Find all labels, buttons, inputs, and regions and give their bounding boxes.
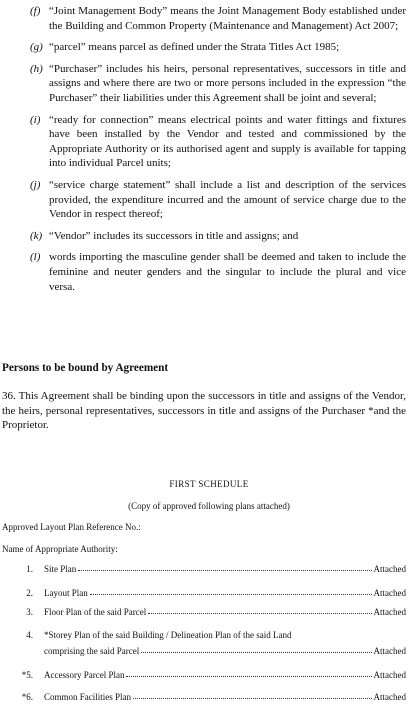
plan-number: 1.: [26, 564, 33, 574]
clause-36-paragraph: 36. This Agreement shall be binding upon the successors in title and assigns of the Vendor, the heirs, personal representatives, successors in title and assigns of the Purchaser *and the Proprietor.: [2, 390, 406, 432]
plan-label: Site Plan: [44, 564, 77, 574]
plan-label: Layout Plan: [44, 588, 88, 598]
plan-label: *Storey Plan of the said Building / Delineation Plan of the said Land: [44, 630, 292, 640]
dotted-leader: [90, 587, 372, 595]
definition-item: [0, 178, 418, 222]
definition-text: “Purchaser” includes his heirs, personal representatives, successors in title and assigns and where there are two or more persons included in the expression “the Purchaser” their liabilities under this Agreement shall be joint and several;: [49, 62, 406, 104]
dotted-leader: [78, 563, 371, 571]
definition-text: “parcel” means parcel as defined under the Strata Titles Act 1985;: [49, 41, 340, 54]
plan-status: Attached: [373, 692, 406, 702]
definition-mark: (g): [30, 41, 43, 54]
plan-status: Attached: [373, 607, 406, 617]
plan-number: *5.: [21, 670, 33, 680]
plan-status: Attached: [373, 588, 406, 598]
plan-status: Attached: [373, 564, 406, 574]
definition-text: “Joint Management Body” means the Joint Management Body established under the Building and Common Property (Maintenance and Management) Act 2007;: [49, 5, 406, 32]
plan-status: Attached: [373, 670, 406, 680]
appropriate-authority-label: Name of Appropriate Authority:: [2, 544, 118, 554]
definitions-list: [0, 4, 418, 301]
plan-number: 3.: [26, 607, 33, 617]
definition-mark: (h): [30, 62, 43, 75]
definition-text: “service charge statement” shall include a list and description of the services provided, the expenditure incurred and the amount of service charge due to the Vendor in respect thereof;: [49, 178, 406, 221]
plan-number: 2.: [26, 588, 33, 598]
plan-label: Common Facilities Plan: [44, 692, 131, 702]
plan-status: Attached: [373, 646, 406, 656]
definition-mark: (k): [30, 229, 43, 242]
schedule-subtitle: (Copy of approved following plans attached): [128, 501, 290, 511]
plan-label-continued: comprising the said Parcel: [44, 646, 140, 656]
definition-item: [0, 40, 418, 55]
definition-item: [0, 4, 418, 33]
plan-label: Accessory Parcel Plan: [44, 670, 125, 680]
definition-text: words importing the masculine gender shall be deemed and taken to include the feminine and neuter genders and the singular to include the plural and vice versa.: [49, 251, 406, 293]
definition-item: [0, 113, 418, 171]
definition-text: “ready for connection” means electrical points and water fittings and fixtures have been installed by the Vendor and tested and commissioned by the Appropriate Authority or its authorised agent and supply is available for tapping into individual Parcel units;: [49, 113, 406, 170]
dotted-leader: [141, 645, 371, 653]
section-heading: Persons to be bound by Agreement: [2, 362, 169, 374]
definition-mark: (l): [30, 251, 41, 264]
dotted-leader: [148, 606, 371, 614]
definition-text: “Vendor” includes its successors in title and assigns; and: [49, 229, 299, 242]
dotted-leader: [126, 669, 371, 677]
plan-number: 4.: [26, 630, 33, 640]
layout-reference-label: Approved Layout Plan Reference No.:: [2, 522, 141, 532]
definition-item: [0, 250, 418, 294]
plan-label: Floor Plan of the said Parcel: [44, 607, 147, 617]
definition-mark: (f): [30, 5, 41, 17]
definition-item: [0, 62, 418, 106]
definition-mark: (j): [30, 178, 41, 191]
definition-mark: (i): [30, 113, 41, 126]
definition-item: [0, 229, 418, 244]
dotted-leader: [133, 691, 372, 699]
schedule-title: FIRST SCHEDULE: [169, 479, 249, 489]
plan-number: *6.: [21, 692, 33, 702]
